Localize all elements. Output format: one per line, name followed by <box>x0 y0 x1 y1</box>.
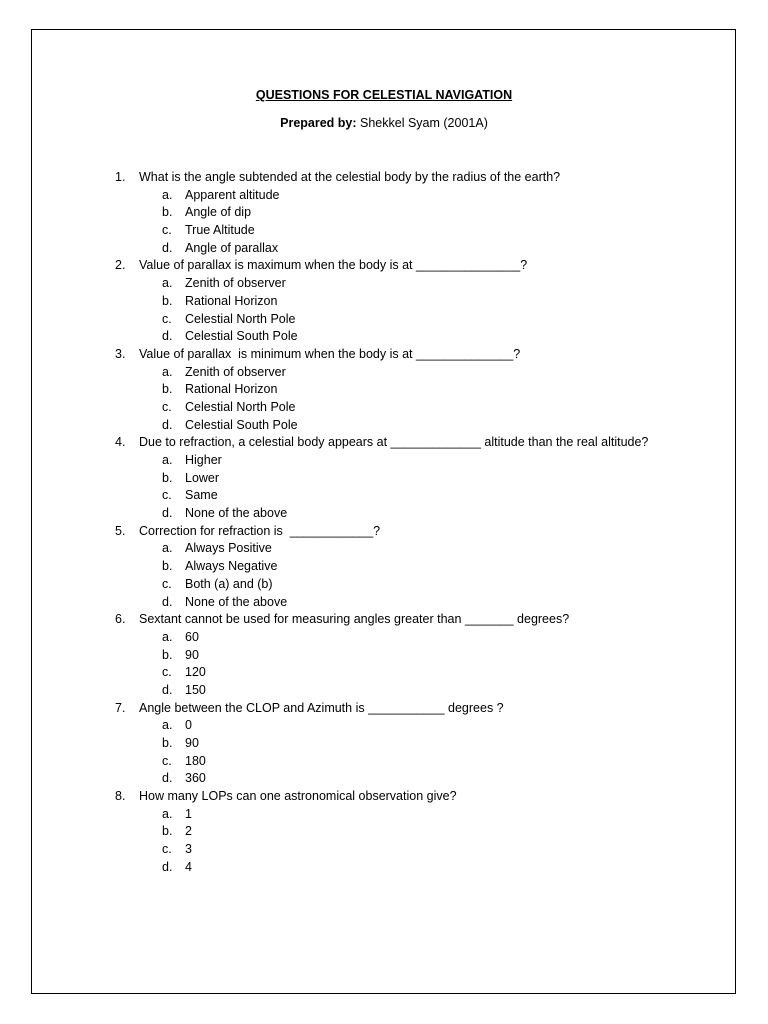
option-letter: a. <box>162 364 173 379</box>
option-letter: b. <box>162 470 173 485</box>
option-letter: d. <box>162 594 173 609</box>
option-letter: b. <box>162 205 173 220</box>
option-letter: a. <box>162 718 173 733</box>
option-letter: a. <box>162 629 173 644</box>
option-text: Celestial North Pole <box>185 311 296 326</box>
answer-option <box>112 647 712 665</box>
question-number: 2. <box>115 258 126 273</box>
answer-option <box>112 275 712 293</box>
option-text: Lower <box>185 470 220 485</box>
option-text: None of the above <box>185 506 288 521</box>
option-letter: d. <box>162 329 173 344</box>
answer-option <box>112 487 712 505</box>
answer-option <box>112 735 712 753</box>
option-text: Apparent altitude <box>185 187 280 202</box>
answer-option <box>112 452 712 470</box>
question-item <box>112 169 712 187</box>
answer-option <box>112 381 712 399</box>
answer-option <box>112 311 712 329</box>
option-text: 2 <box>185 824 192 839</box>
author-name: Shekkel Syam (2001A) <box>356 116 488 130</box>
option-letter: c. <box>162 488 172 503</box>
option-letter: c. <box>162 576 172 591</box>
question-text: Correction for refraction is ____________? <box>139 523 381 538</box>
answer-option <box>112 594 712 612</box>
question-item <box>112 611 712 629</box>
option-letter: c. <box>162 399 172 414</box>
option-letter: c. <box>162 753 172 768</box>
option-text: 180 <box>185 753 206 768</box>
option-text: Rational Horizon <box>185 382 278 397</box>
prepared-by-label: Prepared by: <box>280 116 357 130</box>
option-text: 90 <box>185 647 199 662</box>
answer-option <box>112 770 712 788</box>
question-number: 4. <box>115 435 126 450</box>
option-text: 3 <box>185 842 192 857</box>
answer-option <box>112 470 712 488</box>
option-letter: b. <box>162 293 173 308</box>
answer-option <box>112 823 712 841</box>
option-letter: a. <box>162 187 173 202</box>
option-text: Same <box>185 488 218 503</box>
question-number: 5. <box>115 523 126 538</box>
document-title: QUESTIONS FOR CELESTIAL NAVIGATION <box>255 88 513 102</box>
answer-option <box>112 753 712 771</box>
question-item <box>112 523 712 541</box>
answer-option <box>112 222 712 240</box>
question-item <box>112 434 712 452</box>
question-item <box>112 346 712 364</box>
option-letter: d. <box>162 506 173 521</box>
option-letter: b. <box>162 736 173 750</box>
option-text: Rational Horizon <box>185 293 278 308</box>
question-item <box>112 257 712 275</box>
prepared-by-line <box>0 116 768 130</box>
option-text: 4 <box>185 859 192 874</box>
option-letter: d. <box>162 682 173 697</box>
question-text: Angle between the CLOP and Azimuth is ___________ degrees ? <box>139 700 504 715</box>
answer-option <box>112 859 712 877</box>
option-letter: c. <box>162 842 172 857</box>
question-number: 3. <box>115 346 126 361</box>
answer-option <box>112 187 712 205</box>
answer-option <box>112 505 712 523</box>
answer-option <box>112 558 712 576</box>
option-text: Zenith of observer <box>185 276 286 291</box>
answer-option <box>112 399 712 417</box>
answer-option <box>112 540 712 558</box>
option-text: 150 <box>185 682 206 697</box>
option-text: Celestial South Pole <box>185 417 298 432</box>
option-text: Always Positive <box>185 541 272 556</box>
option-text: 120 <box>185 665 206 680</box>
question-number: 6. <box>115 612 126 627</box>
question-text: Value of parallax is minimum when the body is at ______________? <box>139 346 521 361</box>
option-letter: b. <box>162 647 173 662</box>
answer-option <box>112 240 712 258</box>
option-letter: c. <box>162 223 172 238</box>
option-text: None of the above <box>185 594 288 609</box>
question-number: 1. <box>115 170 126 184</box>
answer-option <box>112 664 712 682</box>
answer-option <box>112 293 712 311</box>
answer-option <box>112 364 712 382</box>
option-letter: d. <box>162 417 173 432</box>
option-text: Angle of dip <box>185 205 252 220</box>
option-text: Both (a) and (b) <box>185 576 273 591</box>
option-text: Celestial North Pole <box>185 399 296 414</box>
option-text: Celestial South Pole <box>185 329 298 344</box>
option-text: Always Negative <box>185 559 278 574</box>
option-letter: d. <box>162 240 173 255</box>
option-letter: a. <box>162 276 173 291</box>
question-list <box>112 169 712 877</box>
option-letter: d. <box>162 859 173 874</box>
question-text: Due to refraction, a celestial body appears at _____________ altitude than the real altitude? <box>139 435 649 450</box>
answer-option <box>112 417 712 435</box>
option-text: True Altitude <box>185 223 255 238</box>
question-number: 8. <box>115 789 126 804</box>
question-item <box>112 788 712 806</box>
answer-option <box>112 629 712 647</box>
option-text: 360 <box>185 771 206 786</box>
option-letter: d. <box>162 771 173 786</box>
question-item <box>112 700 712 718</box>
answer-option <box>112 717 712 735</box>
option-letter: a. <box>162 541 173 556</box>
question-text: How many LOPs can one astronomical observation give? <box>139 789 457 804</box>
answer-option <box>112 328 712 346</box>
option-letter: a. <box>162 806 173 821</box>
option-letter: b. <box>162 824 173 839</box>
option-text: Angle of parallax <box>185 240 279 255</box>
option-letter: c. <box>162 311 172 326</box>
answer-option <box>112 806 712 824</box>
option-text: 60 <box>185 629 199 644</box>
option-text: 1 <box>185 806 192 821</box>
option-text: 90 <box>185 736 199 750</box>
option-letter: b. <box>162 559 173 574</box>
option-letter: b. <box>162 382 173 397</box>
question-number: 7. <box>115 700 126 715</box>
option-letter: c. <box>162 665 172 680</box>
option-letter: a. <box>162 453 173 467</box>
question-text: What is the angle subtended at the celestial body by the radius of the earth? <box>139 170 561 184</box>
answer-option <box>112 576 712 594</box>
answer-option <box>112 841 712 859</box>
option-text: Zenith of observer <box>185 364 286 379</box>
answer-option <box>112 682 712 700</box>
option-text: 0 <box>185 718 192 733</box>
question-text: Sextant cannot be used for measuring angles greater than _______ degrees? <box>139 612 570 627</box>
answer-option <box>112 204 712 222</box>
option-text: Higher <box>185 453 222 467</box>
question-text: Value of parallax is maximum when the body is at _______________? <box>139 258 528 273</box>
